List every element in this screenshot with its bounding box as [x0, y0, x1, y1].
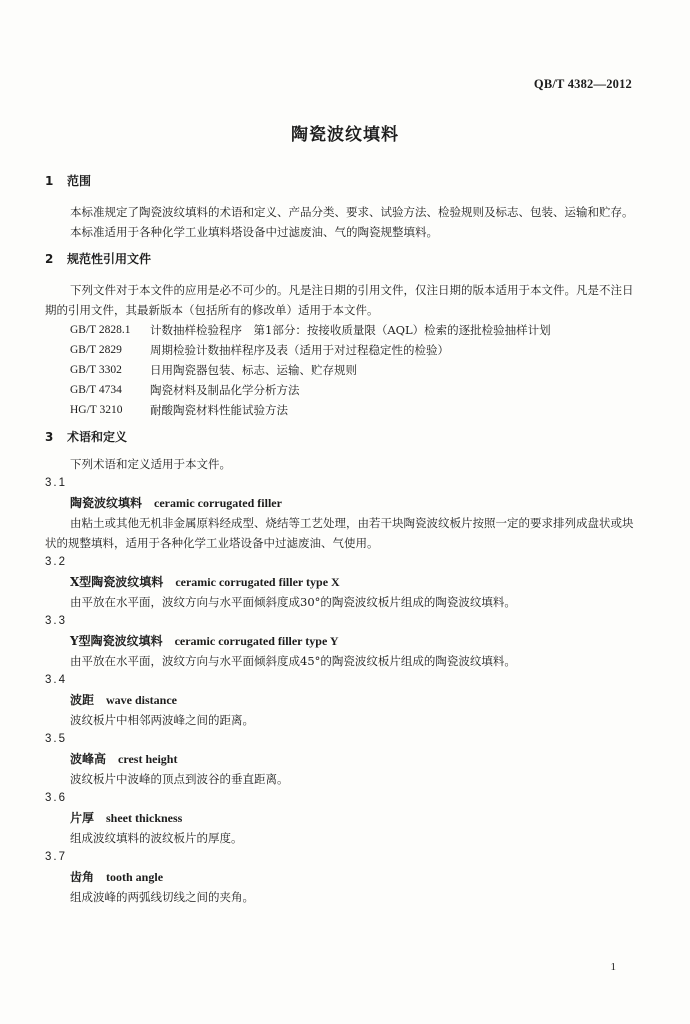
reference-list — [70, 320, 641, 420]
term-entry — [45, 789, 641, 848]
term-en: tooth angle — [106, 870, 164, 884]
paragraph: 下列文件对于本文件的应用是必不可少的。凡是注日期的引用文件，仅注日期的版本适用于本文件。凡是不注日期的引用文件，其最新版本（包括所有的修改单）适用于本文件。 — [45, 283, 634, 317]
term-zh: 陶瓷波纹填料 — [70, 496, 143, 510]
section-number: 2 — [45, 252, 54, 266]
reference-name: 计数抽样检验程序 第1部分：按接收质量限（AQL）检索的逐批检验抽样计划 — [150, 323, 551, 337]
reference-name: 周期检验计数抽样程序及表（适用于对过程稳定性的检验） — [150, 343, 449, 357]
clause-number: 3.2 — [45, 556, 67, 568]
clause-number: 3.6 — [45, 792, 67, 804]
clause-number: 3.4 — [45, 674, 67, 686]
term-en: ceramic corrugated filler — [154, 496, 282, 510]
section-heading-3 — [45, 426, 641, 448]
term-definition: 由平放在水平面，波纹方向与水平面倾斜度成45°的陶瓷波纹板片组成的陶瓷波纹填料。 — [70, 654, 516, 668]
clause-number: 3.5 — [45, 733, 67, 745]
term-entry — [45, 730, 641, 789]
section-heading-1 — [45, 170, 641, 192]
term-en: sheet thickness — [106, 811, 183, 825]
reference-item — [70, 360, 641, 380]
section-number: 1 — [45, 174, 54, 188]
reference-name: 日用陶瓷器包装、标志、运输、贮存规则 — [150, 363, 357, 377]
section-title: 规范性引用文件 — [67, 252, 152, 266]
paragraph: 本标准规定了陶瓷波纹填料的术语和定义、产品分类、要求、试验方法、检验规则及标志、包装、运输和贮存。 — [70, 205, 634, 219]
reference-code: GB/T 2829 — [70, 344, 122, 356]
term-definition: 由粘土或其他无机非金属原料经成型、烧结等工艺处理，由若干块陶瓷波纹板片按照一定的要求排列成盘状或块状的规整填料，适用于各种化学工业塔设备中过滤废油、气使用。 — [45, 516, 634, 550]
reference-item — [70, 400, 641, 420]
term-zh: 齿角 — [70, 870, 95, 884]
paragraph: 本标准适用于各种化学工业填料塔设备中过滤废油、气的陶瓷规整填料。 — [70, 225, 438, 239]
clause-number: 3.7 — [45, 851, 67, 863]
reference-name: 耐酸陶瓷材料性能试验方法 — [150, 403, 288, 417]
page-title: 陶瓷波纹填料 — [291, 125, 399, 145]
term-zh: Y型陶瓷波纹填料 — [70, 634, 163, 648]
reference-code: GB/T 4734 — [70, 384, 122, 396]
term-entry — [45, 553, 641, 612]
standard-code: QB/T 4382—2012 — [533, 77, 632, 91]
term-en: wave distance — [106, 693, 178, 707]
reference-item — [70, 380, 641, 400]
term-heading — [70, 749, 641, 769]
term-zh: 波峰高 — [70, 752, 107, 766]
term-heading — [70, 808, 641, 828]
page-number: 1 — [610, 961, 616, 973]
term-definition: 组成波纹填料的波纹板片的厚度。 — [70, 831, 243, 845]
term-zh: X型陶瓷波纹填料 — [70, 575, 164, 589]
term-heading — [70, 690, 641, 710]
section-number: 3 — [45, 430, 54, 444]
term-definition: 由平放在水平面，波纹方向与水平面倾斜度成30°的陶瓷波纹板片组成的陶瓷波纹填料。 — [70, 595, 516, 609]
paragraph: 下列术语和定义适用于本文件。 — [70, 457, 231, 471]
term-heading — [70, 867, 641, 887]
reference-item — [70, 320, 641, 340]
document-body — [45, 170, 641, 907]
term-definition: 波纹板片中波峰的顶点到波谷的垂直距离。 — [70, 772, 289, 786]
term-entry — [45, 671, 641, 730]
term-entry — [45, 612, 641, 671]
reference-code: GB/T 3302 — [70, 364, 122, 376]
term-heading — [70, 493, 641, 513]
term-heading — [70, 572, 641, 592]
term-definition: 波纹板片中相邻两波峰之间的距离。 — [70, 713, 254, 727]
reference-name: 陶瓷材料及制品化学分析方法 — [150, 383, 300, 397]
section-heading-2 — [45, 248, 641, 270]
term-zh: 波距 — [70, 693, 95, 707]
section-title: 范围 — [67, 174, 92, 188]
term-en: ceramic corrugated filler type X — [175, 575, 340, 589]
term-heading — [70, 631, 641, 651]
reference-code: HG/T 3210 — [70, 404, 123, 416]
term-definition: 组成波峰的两弧线切线之间的夹角。 — [70, 890, 254, 904]
term-entry — [45, 848, 641, 907]
clause-number: 3.1 — [45, 477, 67, 489]
term-entry — [45, 474, 641, 553]
term-en: ceramic corrugated filler type Y — [174, 634, 339, 648]
reference-item — [70, 340, 641, 360]
term-en: crest height — [118, 752, 178, 766]
term-zh: 片厚 — [70, 811, 95, 825]
clause-number: 3.3 — [45, 615, 67, 627]
reference-code: GB/T 2828.1 — [70, 324, 131, 336]
section-title: 术语和定义 — [67, 430, 128, 444]
